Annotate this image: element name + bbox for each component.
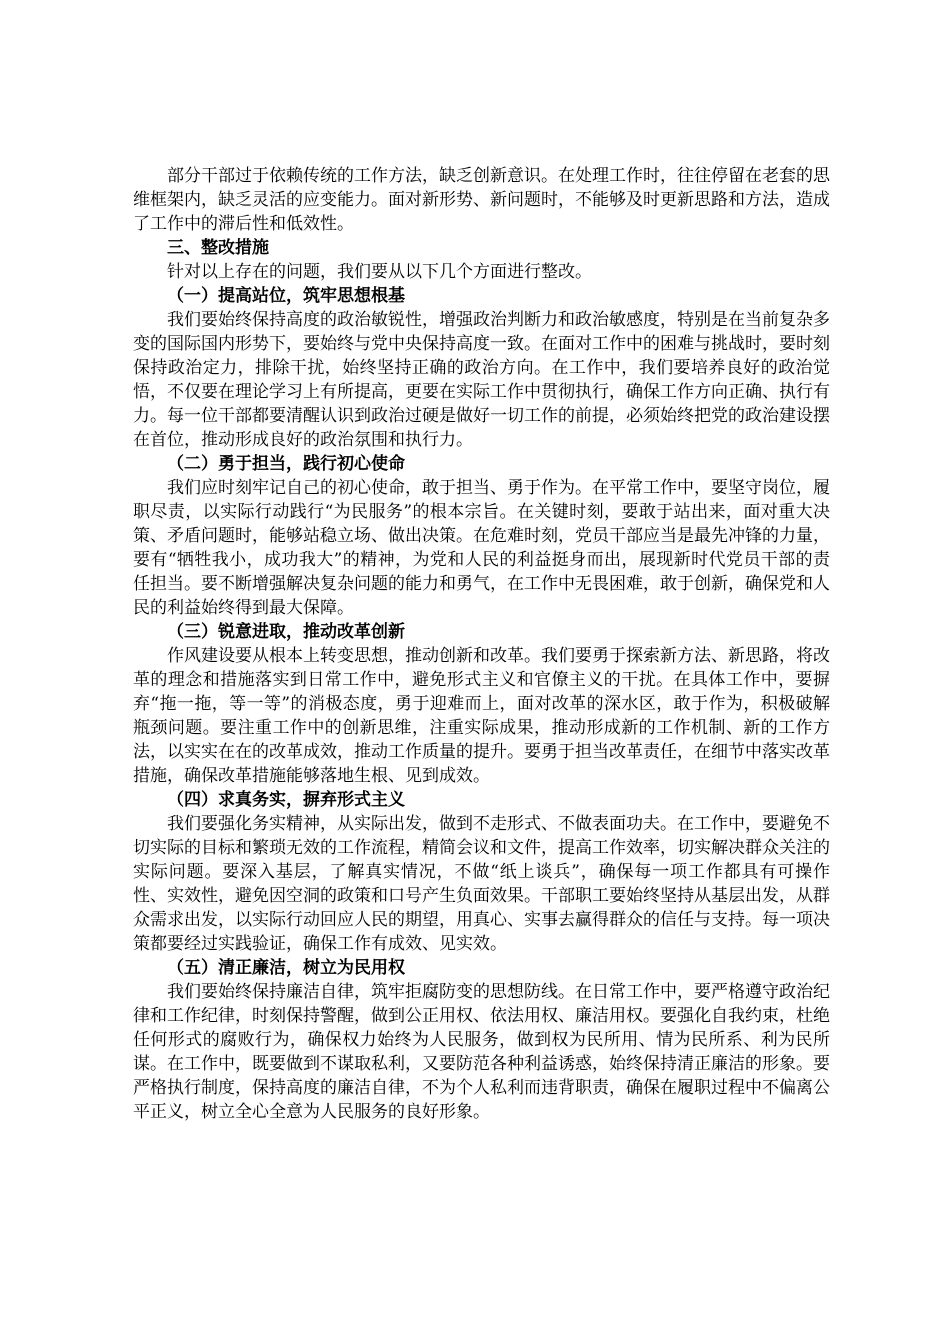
subsection-body-4: 我们要强化务实精神，从实际出发，做到不走形式、不做表面功夫。在工作中，要避免不切实际的目标和繁琐无效的工作流程，精简会议和文件，提高工作效率，切实解决群众关注的实际问题。要深入基层，了解真实情况，不做“纸上谈兵”，确保每一项工作都具有可操作性、实效性，避免因空洞的政策和口号产生负面效果。干部职工要始终坚持从基层出发，从群众需求出发，以实际行动回应人民的期望，用真心、实事去赢得群众的信任与支持。每一项决策都要经过实践验证，确保工作有成效、见实效。 (133, 814, 830, 954)
subsection-heading-4: （四）求真务实，摒弃形式主义 (167, 790, 405, 810)
subsection-body-3: 作风建设要从根本上转变思想，推动创新和改革。我们要勇于探索新方法、新思路，将改革的理念和措施落实到日常工作中，避免形式主义和官僚主义的干扰。在具体工作中，要摒弃“拖一拖，等一等”的消极态度，勇于迎难而上，面对改革的深水区，敢于作为，积极破解瓶颈问题。要注重工作中的创新思维，注重实际成果，推动形成新的工作机制、新的工作方法，以实实在在的改革成效，推动工作质量的提升。要勇于担当改革责任，在细节中落实改革措施，确保改革措施能够落地生根、见到成效。 (133, 646, 830, 786)
subsection-body-5: 我们要始终保持廉洁自律，筑牢拒腐防变的思想防线。在日常工作中，要严格遵守政治纪律和工作纪律，时刻保持警醒，做到公正用权、依法用权、廉洁用权。要强化自我约束，杜绝任何形式的腐败行为，确保权力始终为人民服务，做到权为民所用、情为民所系、利为民所谋。在工作中，既要做到不谋取私利，又要防范各种利益诱惑，始终保持清正廉洁的形象。要严格执行制度，保持高度的廉洁自律，不为个人私利而违背职责，确保在履职过程中不偏离公平正义，树立全心全意为人民服务的良好形象。 (133, 982, 830, 1122)
subsection-heading-3: （三）锐意进取，推动改革创新 (167, 622, 405, 642)
section-heading: 三、整改措施 (167, 238, 269, 258)
subsection-heading-1: （一）提高站位，筑牢思想根基 (167, 286, 405, 306)
section-intro: 针对以上存在的问题，我们要从以下几个方面进行整改。 (167, 262, 592, 282)
subsection-body-1: 我们要始终保持高度的政治敏锐性，增强政治判断力和政治敏感度，特别是在当前复杂多变的国际国内形势下，要始终与党中央保持高度一致。在面对工作中的困难与挑战时，要时刻保持政治定力，排除干扰，始终坚持正确的政治方向。在工作中，我们要培养良好的政治觉悟，不仅要在理论学习上有所提高，更要在实际工作中贯彻执行，确保工作方向正确、执行有力。每一位干部都要清醒认识到政治过硬是做好一切工作的前提，必须始终把党的政治建设摆在首位，推动形成良好的政治氛围和执行力。 (133, 310, 830, 450)
intro-paragraph: 部分干部过于依赖传统的工作方法，缺乏创新意识。在处理工作时，往往停留在老套的思维框架内，缺乏灵活的应变能力。面对新形势、新问题时，不能够及时更新思路和方法，造成了工作中的滞后性和低效性。 (133, 166, 830, 234)
subsection-heading-5: （五）清正廉洁，树立为民用权 (167, 958, 405, 978)
subsection-heading-2: （二）勇于担当，践行初心使命 (167, 454, 405, 474)
document-page (133, 164, 830, 1124)
subsection-body-2: 我们应时刻牢记自己的初心使命，敢于担当、勇于作为。在平常工作中，要坚守岗位，履职尽责，以实际行动践行“为民服务”的根本宗旨。在关键时刻，要敢于站出来，面对重大决策、矛盾问题时，能够站稳立场、做出决策。在危难时刻，党员干部应当是最先冲锋的力量，要有“牺牲我小，成功我大”的精神，为党和人民的利益挺身而出，展现新时代党员干部的责任担当。要不断增强解决复杂问题的能力和勇气，在工作中无畏困难，敢于创新，确保党和人民的利益始终得到最大保障。 (133, 478, 830, 618)
